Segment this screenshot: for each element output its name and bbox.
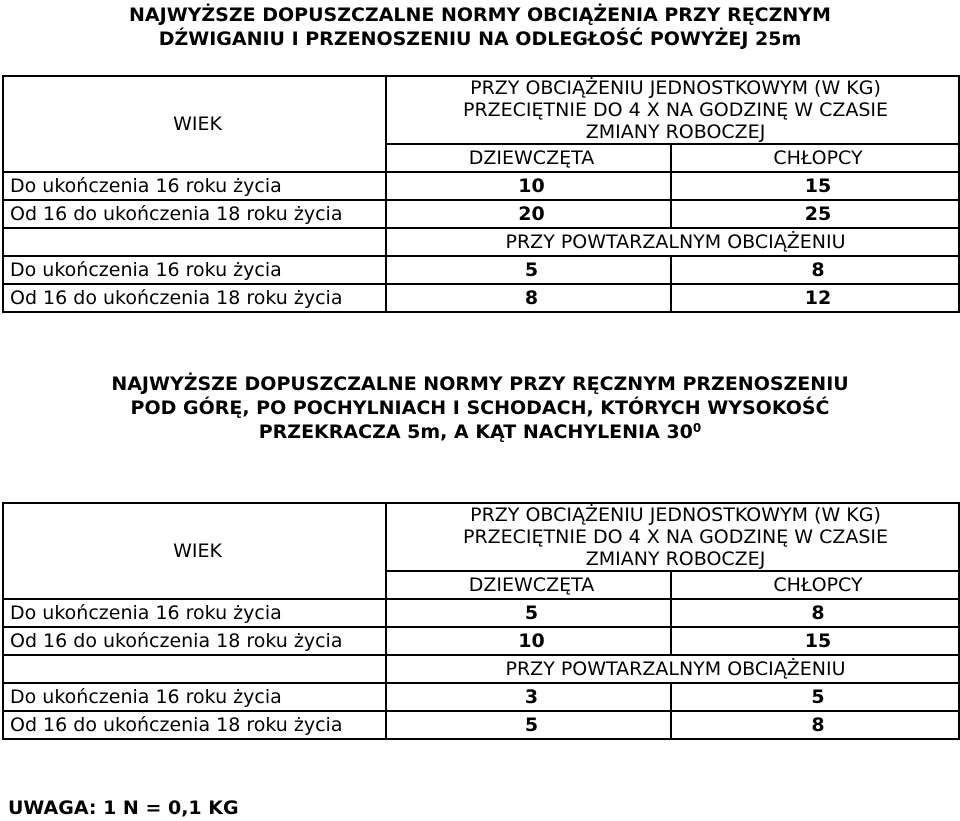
age-cell: Od 16 do ukończenia 18 roku życia (3, 711, 386, 739)
empty-cell (3, 228, 386, 256)
load-header-line2: PRZECIĘTNIE DO 4 X NA GODZINĘ W CZASIE (462, 526, 889, 548)
section2-title-line1: NAJWYŻSZE DOPUSZCZALNE NORMY PRZY RĘCZNYM PRZENOSZENIU (111, 373, 849, 395)
load-header (386, 503, 959, 571)
boys-column-header: CHŁOPCY (671, 144, 959, 172)
empty-cell (3, 655, 386, 683)
repeated-load-row (3, 655, 959, 683)
boys-value: 8 (671, 711, 959, 739)
repeated-load-row (3, 228, 959, 256)
age-cell: Do ukończenia 16 roku życia (3, 172, 386, 200)
section1-norms-table (2, 75, 960, 313)
load-header-line3: ZMIANY ROBOCZEJ (585, 548, 766, 570)
girls-column-header: DZIEWCZĘTA (386, 144, 671, 172)
boys-value: 15 (671, 627, 959, 655)
age-column-header: WIEK (3, 76, 386, 172)
girls-value: 8 (386, 284, 671, 312)
load-header (386, 76, 959, 144)
girls-value: 10 (386, 172, 671, 200)
age-cell: Od 16 do ukończenia 18 roku życia (3, 284, 386, 312)
boys-value: 5 (671, 683, 959, 711)
age-cell: Do ukończenia 16 roku życia (3, 683, 386, 711)
boys-value: 8 (671, 599, 959, 627)
table-row (3, 256, 959, 284)
boys-value: 12 (671, 284, 959, 312)
table-row (3, 284, 959, 312)
girls-value: 10 (386, 627, 671, 655)
section1-title-line2: DŹWIGANIU I PRZENOSZENIU NA ODLEGŁOŚĆ POWYŻEJ 25m (158, 28, 802, 50)
section2-norms-table (2, 502, 960, 740)
load-header-line1: PRZY OBCIĄŻENIU JEDNOSTKOWYM (W KG) (470, 77, 881, 99)
degree-superscript: 0 (692, 421, 702, 435)
load-header-line3: ZMIANY ROBOCZEJ (585, 121, 766, 143)
section2-title-line3 (0, 420, 960, 444)
girls-value: 5 (386, 599, 671, 627)
section2-title-line2: POD GÓRĘ, PO POCHYLNIACH I SCHODACH, KTÓRYCH WYSOKOŚĆ (130, 397, 830, 419)
table-row (3, 599, 959, 627)
section1-title (0, 3, 960, 51)
age-cell: Od 16 do ukończenia 18 roku życia (3, 627, 386, 655)
girls-column-header: DZIEWCZĘTA (386, 571, 671, 599)
table-row (3, 627, 959, 655)
section1-title-line1: NAJWYŻSZE DOPUSZCZALNE NORMY OBCIĄŻENIA PRZY RĘCZNYM (129, 4, 831, 26)
repeated-load-label: PRZY POWTARZALNYM OBCIĄŻENIU (386, 228, 959, 256)
boys-value: 25 (671, 200, 959, 228)
girls-value: 3 (386, 683, 671, 711)
load-header-line2: PRZECIĘTNIE DO 4 X NA GODZINĘ W CZASIE (462, 99, 889, 121)
boys-value: 8 (671, 256, 959, 284)
girls-value: 5 (386, 711, 671, 739)
section2-title (0, 372, 960, 444)
age-column-header: WIEK (3, 503, 386, 599)
table-header-row (3, 76, 959, 144)
table-row (3, 683, 959, 711)
boys-column-header: CHŁOPCY (671, 571, 959, 599)
table-row (3, 711, 959, 739)
boys-value: 15 (671, 172, 959, 200)
table-row (3, 172, 959, 200)
age-cell: Do ukończenia 16 roku życia (3, 256, 386, 284)
girls-value: 20 (386, 200, 671, 228)
unit-note: UWAGA: 1 N = 0,1 KG (8, 797, 239, 819)
section2-title-line3-text: PRZEKRACZA 5m, A KĄT NACHYLENIA 30 (258, 421, 693, 443)
repeated-load-label: PRZY POWTARZALNYM OBCIĄŻENIU (386, 655, 959, 683)
age-cell: Od 16 do ukończenia 18 roku życia (3, 200, 386, 228)
load-header-line1: PRZY OBCIĄŻENIU JEDNOSTKOWYM (W KG) (470, 504, 881, 526)
table-header-row (3, 503, 959, 571)
girls-value: 5 (386, 256, 671, 284)
table-row (3, 200, 959, 228)
age-cell: Do ukończenia 16 roku życia (3, 599, 386, 627)
